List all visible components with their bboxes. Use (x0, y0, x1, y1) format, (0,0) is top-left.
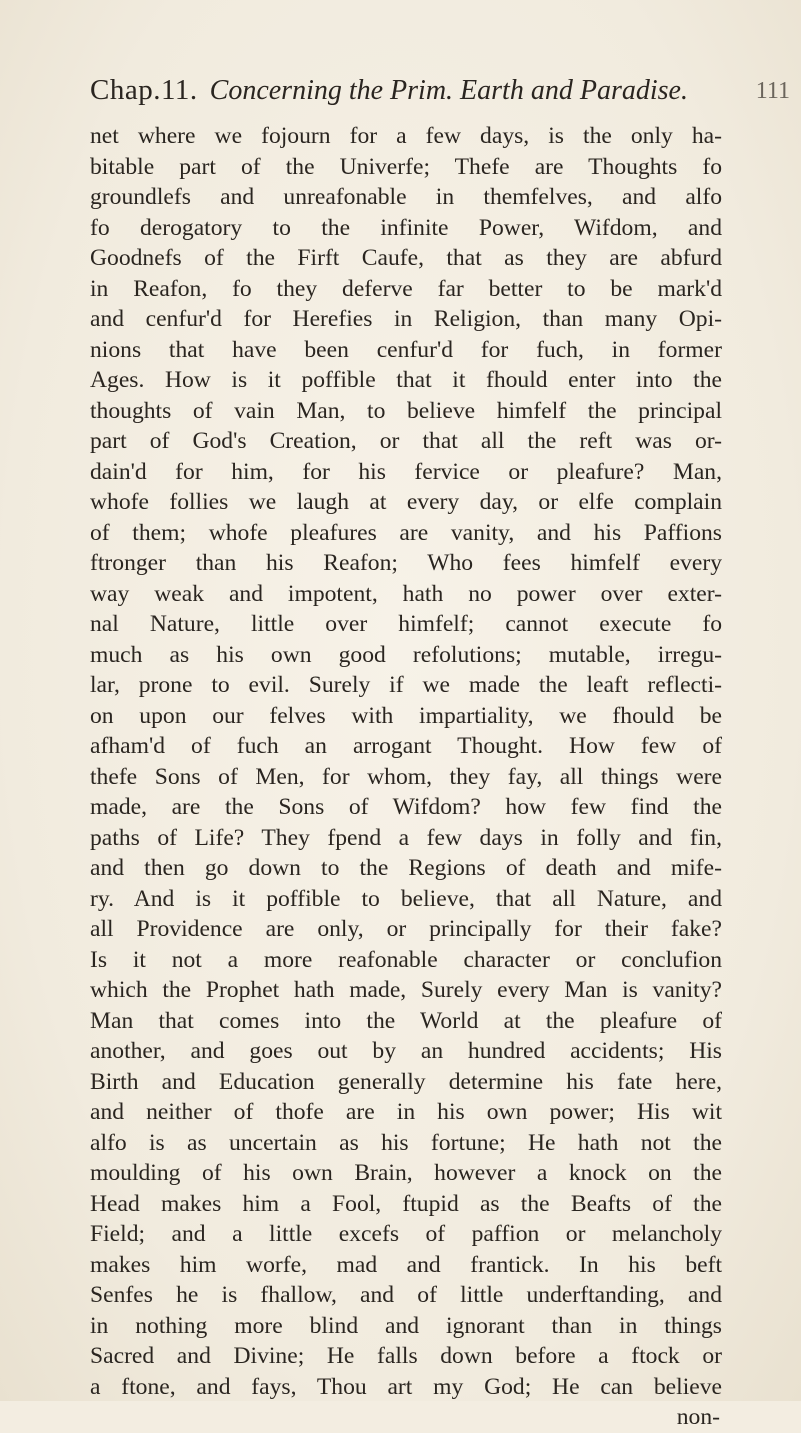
text-line: makes him worfe, mad and frantick. In his beft (90, 1251, 722, 1278)
text-line: ftronger than his Reafon; Who fees himfelf every (90, 550, 722, 576)
text-line: non- (676, 1404, 720, 1430)
running-header (90, 74, 790, 118)
text-line: moulding of his own Brain, however a knock on the (90, 1160, 722, 1186)
text-line: alfo is as uncertain as his fortune; He hath not the (90, 1129, 722, 1156)
text-line: on upon our felves with impartiality, we fhould be (90, 702, 722, 729)
text-line: bitable part of the Univerfe; Thefe are Thoughts fo (90, 153, 722, 180)
text-line: net where we fojourn for a few days, is the only ha- (90, 123, 722, 149)
text-line: and then go down to the Regions of death and mife- (90, 855, 722, 881)
page-number: 111 (755, 78, 790, 104)
text-line: much as his own good refolutions; mutable, irregu- (90, 641, 722, 668)
chapter-label: Chap.11. (90, 74, 198, 106)
text-line: which the Prophet hath made, Surely every Man is vanity? (90, 977, 722, 1003)
text-line: whofe follies we laugh at every day, or elfe complain (90, 489, 722, 515)
text-line: ry. And is it poffible to believe, that all Nature, and (90, 885, 722, 912)
text-line: thoughts of vain Man, to believe himfelf the principal (90, 397, 722, 424)
text-line: a ftone, and fays, Thou art my God; He can believe (90, 1373, 722, 1400)
text-line: of them; whofe pleafures are vanity, and his Paffions (90, 519, 722, 546)
text-line: Birth and Education generally determine his fate here, (90, 1068, 722, 1095)
text-line: Is it not a more reafonable character or conclufion (90, 946, 722, 973)
running-title: Concerning the Prim. Earth and Paradise. (209, 75, 688, 106)
text-line: lar, prone to evil. Surely if we made the leaft reflecti- (90, 672, 722, 698)
text-line: made, are the Sons of Wifdom? how few find the (90, 794, 722, 820)
text-line: afham'd of fuch an arrogant Thought. How few of (90, 733, 722, 759)
text-line: groundlefs and unreafonable in themfelves, and alfo (90, 184, 722, 210)
text-line: Field; and a little excefs of paffion or melancholy (90, 1221, 722, 1247)
text-line: paths of Life? They fpend a few days in folly and fin, (90, 824, 722, 851)
text-line: in nothing more blind and ignorant than in things (90, 1312, 722, 1339)
text-line: Head makes him a Fool, ftupid as the Beafts of the (90, 1190, 722, 1217)
text-line: Goodnefs of the Firft Caufe, that as they are abfurd (90, 245, 722, 271)
text-line: dain'd for him, for his fervice or pleafure? Man, (90, 458, 722, 485)
text-line: nions that have been cenfur'd for fuch, in former (90, 336, 722, 363)
text-line: another, and goes out by an hundred accidents; His (90, 1038, 722, 1064)
text-line: part of God's Creation, or that all the reft was or- (90, 428, 722, 454)
text-line: all Providence are only, or principally for their fake? (90, 916, 722, 942)
text-line: Sacred and Divine; He falls down before a ftock or (90, 1343, 722, 1369)
text-line: Man that comes into the World at the pleafure of (90, 1007, 722, 1034)
text-line: in Reafon, fo they deferve far better to be mark'd (90, 275, 722, 302)
text-line: thefe Sons of Men, for whom, they fay, all things were (90, 763, 722, 790)
text-line: and neither of thofe are in his own power; His wit (90, 1099, 722, 1125)
text-line: fo derogatory to the infinite Power, Wifdom, and (90, 214, 722, 241)
text-line: Ages. How is it poffible that it fhould enter into the (90, 367, 722, 393)
body-text (90, 121, 722, 1433)
text-line: and cenfur'd for Herefies in Religion, than many Opi- (90, 306, 722, 332)
text-line: way weak and impotent, hath no power over exter- (90, 580, 722, 607)
text-line: nal Nature, little over himfelf; cannot execute fo (90, 611, 722, 637)
text-line: Senfes he is fhallow, and of little underftanding, and (90, 1282, 722, 1308)
